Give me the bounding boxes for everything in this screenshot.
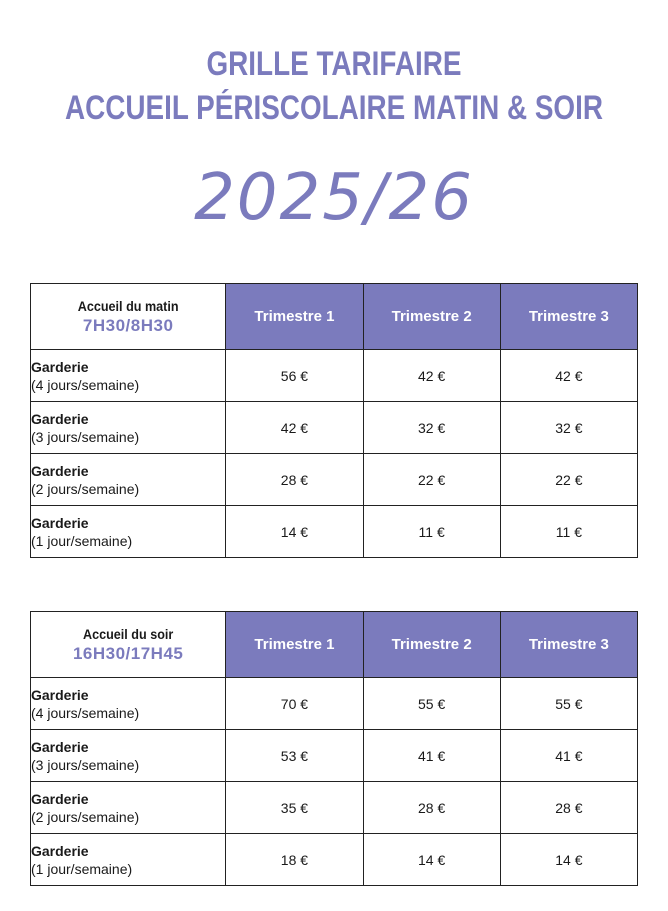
row-title: Garderie <box>31 790 89 807</box>
price-cell: 53 € <box>226 730 363 782</box>
row-label-cell <box>31 402 226 454</box>
table-row <box>31 730 638 782</box>
session-label: Accueil du matin <box>77 297 179 314</box>
price-cell: 42 € <box>363 350 500 402</box>
column-header-trimestre-2: Trimestre 2 <box>363 284 500 350</box>
row-title: Garderie <box>31 358 89 375</box>
price-cell: 28 € <box>500 782 637 834</box>
price-cell: 35 € <box>226 782 363 834</box>
table-header-row <box>31 284 638 350</box>
price-cell: 22 € <box>363 454 500 506</box>
price-cell: 41 € <box>500 730 637 782</box>
session-label: Accueil du soir <box>82 625 174 642</box>
row-label-cell <box>31 350 226 402</box>
row-frequency: (1 jour/semaine) <box>31 532 133 549</box>
price-cell: 55 € <box>500 678 637 730</box>
row-title: Garderie <box>31 462 89 479</box>
page-title-line-2: ACCUEIL PÉRISCOLAIRE MATIN & SOIR <box>64 89 604 127</box>
table-row <box>31 834 638 886</box>
table-header-row <box>31 612 638 678</box>
table-row <box>31 782 638 834</box>
row-label-cell <box>31 782 226 834</box>
price-cell: 14 € <box>226 506 363 558</box>
row-title: Garderie <box>31 410 89 427</box>
row-frequency: (3 jours/semaine) <box>31 756 140 773</box>
price-cell: 14 € <box>500 834 637 886</box>
row-label-cell <box>31 506 226 558</box>
morning-rates-table <box>30 283 638 558</box>
price-cell: 42 € <box>226 402 363 454</box>
row-frequency: (4 jours/semaine) <box>31 704 140 721</box>
row-frequency: (4 jours/semaine) <box>31 376 140 393</box>
row-frequency: (2 jours/semaine) <box>31 480 140 497</box>
price-cell: 18 € <box>226 834 363 886</box>
row-title: Garderie <box>31 514 89 531</box>
price-cell: 70 € <box>226 678 363 730</box>
table-row <box>31 402 638 454</box>
session-time: 7H30/8H30 <box>82 315 174 335</box>
column-header-trimestre-2: Trimestre 2 <box>363 612 500 678</box>
price-cell: 28 € <box>226 454 363 506</box>
evening-rates-table <box>30 611 638 886</box>
price-cell: 32 € <box>500 402 637 454</box>
price-cell: 32 € <box>363 402 500 454</box>
session-time: 16H30/17H45 <box>72 643 184 663</box>
row-title: Garderie <box>31 686 89 703</box>
row-frequency: (1 jour/semaine) <box>31 860 133 877</box>
table-row <box>31 506 638 558</box>
row-label-cell <box>31 678 226 730</box>
column-header-trimestre-1: Trimestre 1 <box>226 612 363 678</box>
price-cell: 56 € <box>226 350 363 402</box>
row-label-cell <box>31 454 226 506</box>
row-label-cell <box>31 730 226 782</box>
column-header-trimestre-3: Trimestre 3 <box>500 612 637 678</box>
row-frequency: (3 jours/semaine) <box>31 428 140 445</box>
price-cell: 55 € <box>363 678 500 730</box>
table-row <box>31 350 638 402</box>
page-title-line-1: GRILLE TARIFAIRE <box>206 45 462 83</box>
table-row <box>31 454 638 506</box>
price-cell: 41 € <box>363 730 500 782</box>
row-frequency: (2 jours/semaine) <box>31 808 140 825</box>
table-corner-cell <box>31 612 226 678</box>
row-title: Garderie <box>31 738 89 755</box>
column-header-trimestre-1: Trimestre 1 <box>226 284 363 350</box>
row-label-cell <box>31 834 226 886</box>
price-cell: 14 € <box>363 834 500 886</box>
school-year: 2025/26 <box>194 161 474 235</box>
column-header-trimestre-3: Trimestre 3 <box>500 284 637 350</box>
table-corner-cell <box>31 284 226 350</box>
price-cell: 11 € <box>363 506 500 558</box>
price-cell: 11 € <box>500 506 637 558</box>
row-title: Garderie <box>31 842 89 859</box>
price-cell: 28 € <box>363 782 500 834</box>
table-row <box>31 678 638 730</box>
price-cell: 22 € <box>500 454 637 506</box>
price-cell: 42 € <box>500 350 637 402</box>
